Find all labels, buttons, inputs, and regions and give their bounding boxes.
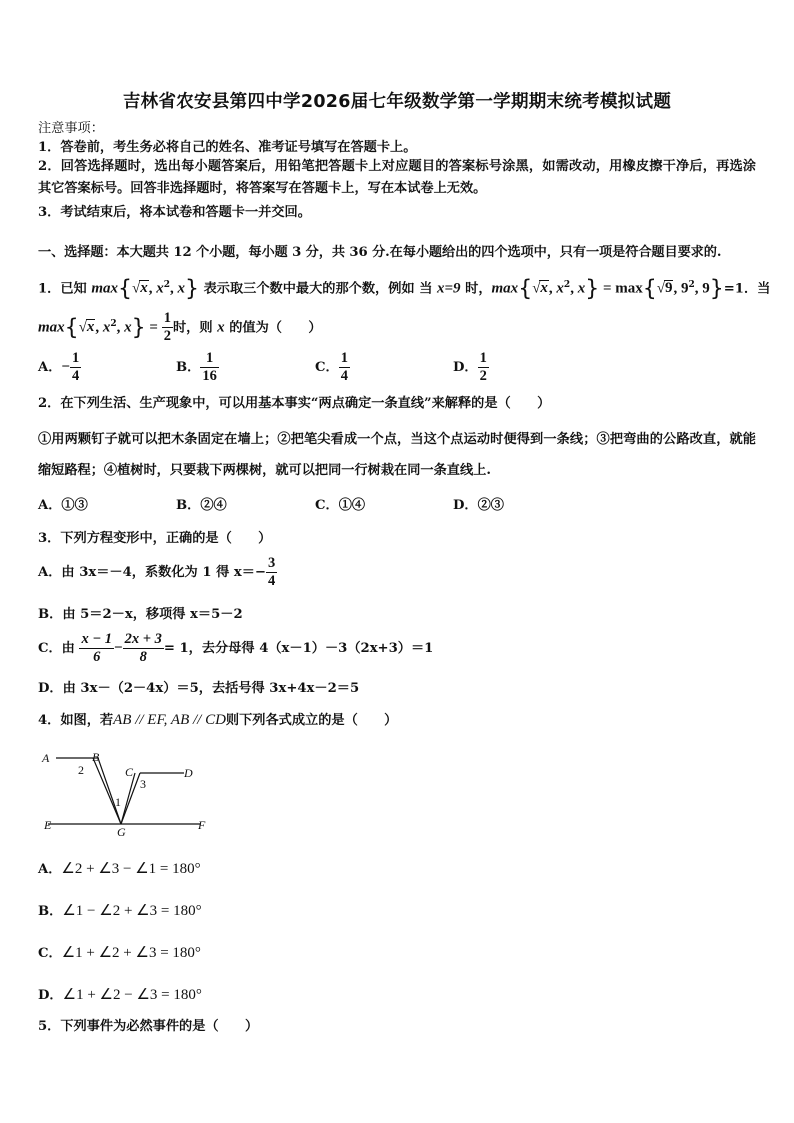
angle-2-label: 2 [78, 763, 84, 777]
angle-3-label: 3 [140, 777, 146, 791]
question-3-stem: 3．下列方程变形中，正确的是（ ） [38, 531, 272, 546]
notice-item-3: 3．考试结束后，将本试卷和答题卡一并交回。 [38, 205, 311, 220]
label-b: B [92, 750, 100, 764]
sqrt-icon: √ [132, 280, 141, 297]
label-c: C [125, 765, 134, 779]
label-g: G [117, 825, 126, 838]
notice-item-1: 1．答卷前，考生务必将自己的姓名、准考证号填写在答题卡上。 [38, 140, 417, 155]
label-e: E [44, 818, 52, 832]
segment-bg [93, 758, 121, 824]
q1-max-label: max [91, 280, 119, 297]
q1-option-a[interactable]: A．− $\frac{1}{4}$ [38, 350, 80, 384]
q2-option-c[interactable]: C．①④ [315, 498, 366, 513]
q1-option-d[interactable]: D． $\frac{1}{2}$ [453, 350, 487, 384]
q3-option-c[interactable]: C．由 $\frac{x - 1}{6}$ − $\frac{2x + 3}{8}$ = 1，去分母得 4（x－1）－3（2x+3）＝1 [38, 631, 434, 665]
label-a: A [42, 751, 50, 765]
q1-part-4: ．当 [743, 281, 771, 297]
q4-option-d[interactable]: D．∠1 + ∠2 − ∠3 = 180° [38, 987, 202, 1003]
angle-1-label: 1 [115, 795, 121, 809]
question-1-line-2: max{√x, $x^2$, x} = $\frac{1}{2}$ 时，则 x 的值为（ ） [38, 310, 322, 345]
q4-option-a[interactable]: A．∠2 + ∠3 − ∠1 = 180° [38, 861, 201, 877]
q1-part-2: 表示取三个数中最大的那个数，例如 当 [203, 281, 433, 297]
segment-cg [121, 773, 140, 824]
question-1-line-1: 1．已知 max{√x, $x^2$, x} 表示取三个数中最大的那个数，例如 当 x=9 时，max{√x, $x^2$, x} = max{√9, $9^2$, 9}=1．当 [38, 276, 771, 302]
notice-item-2: 2．回答选择题时，选出每小题答案后，用铅笔把答题卡上对应题目的答案标号涂黑，如需改动，用橡皮擦干净后，再选涂其它答案标号。回答非选择题时，将答案写在答题卡上，写在本试卷上无效。 [38, 159, 756, 196]
q1-part-6: 的值为（ ） [229, 320, 322, 336]
q1-part-3: 时， [465, 281, 492, 297]
q1-equals-1: =1 [723, 281, 744, 297]
right-brace-icon: } [185, 276, 200, 302]
q3-option-a[interactable]: A．由 3x＝－4，系数化为 1 得 x＝− $\frac{3}{4}$ [38, 555, 276, 589]
q2-option-d[interactable]: D．②③ [453, 498, 504, 513]
q2-option-a[interactable]: A．①③ [38, 498, 88, 513]
question-5-stem: 5．下列事件为必然事件的是（ ） [38, 1019, 259, 1034]
q1-option-c[interactable]: C． $\frac{1}{4}$ [315, 350, 348, 384]
q1-x-equals-9: x=9 [436, 280, 461, 297]
parallel-lines-figure [36, 748, 216, 838]
q1-part-1: 1．已知 [38, 281, 87, 297]
q1-part-5: 时，则 [172, 320, 213, 336]
q3-option-b[interactable]: B．由 5＝2－x，移项得 x＝5－2 [38, 607, 243, 622]
q3-option-d[interactable]: D．由 3x－（2－4x）＝5，去括号得 3x+4x－2＝5 [38, 681, 360, 696]
label-d: D [184, 766, 193, 780]
question-4-stem: 4．如图，若AB // EF, AB // CD则下列各式成立的是（ ） [38, 712, 398, 728]
notice-heading: 注意事项： [38, 121, 104, 136]
q1-option-b[interactable]: B． $\frac{1}{16}$ [176, 350, 217, 384]
q2-option-b[interactable]: B．②④ [176, 498, 227, 513]
question-2-stem: 2．在下列生活、生产现象中，可以用基本事实“两点确定一条直线”来解释的是（ ） [38, 396, 551, 411]
question-2-body: ①用两颗钉子就可以把木条固定在墙上；②把笔尖看成一个点，当这个点运动时便得到一条线；③把弯曲的公路改直，就能缩短路程；④植树时，只要栽下两棵树，就可以把同一行树栽在同一条直线上. [38, 432, 756, 478]
left-brace-icon: { [118, 276, 133, 302]
page-title: 吉林省农安县第四中学2026届七年级数学第一学期期末统考模拟试题 [122, 92, 672, 112]
label-f: F [198, 818, 206, 832]
q4-option-b[interactable]: B．∠1 − ∠2 + ∠3 = 180° [38, 903, 202, 919]
q1-half-fraction: $\frac{1}{2}$ [163, 310, 171, 345]
section-heading: 一、选择题：本大题共 12 个小题，每小题 3 分，共 36 分.在每小题给出的四个选项中，只有一项是符合题目要求的. [38, 245, 722, 260]
q4-option-c[interactable]: C．∠1 + ∠2 + ∠3 = 180° [38, 945, 201, 961]
q4-parallel-condition: AB // EF, AB // CD [113, 712, 226, 728]
